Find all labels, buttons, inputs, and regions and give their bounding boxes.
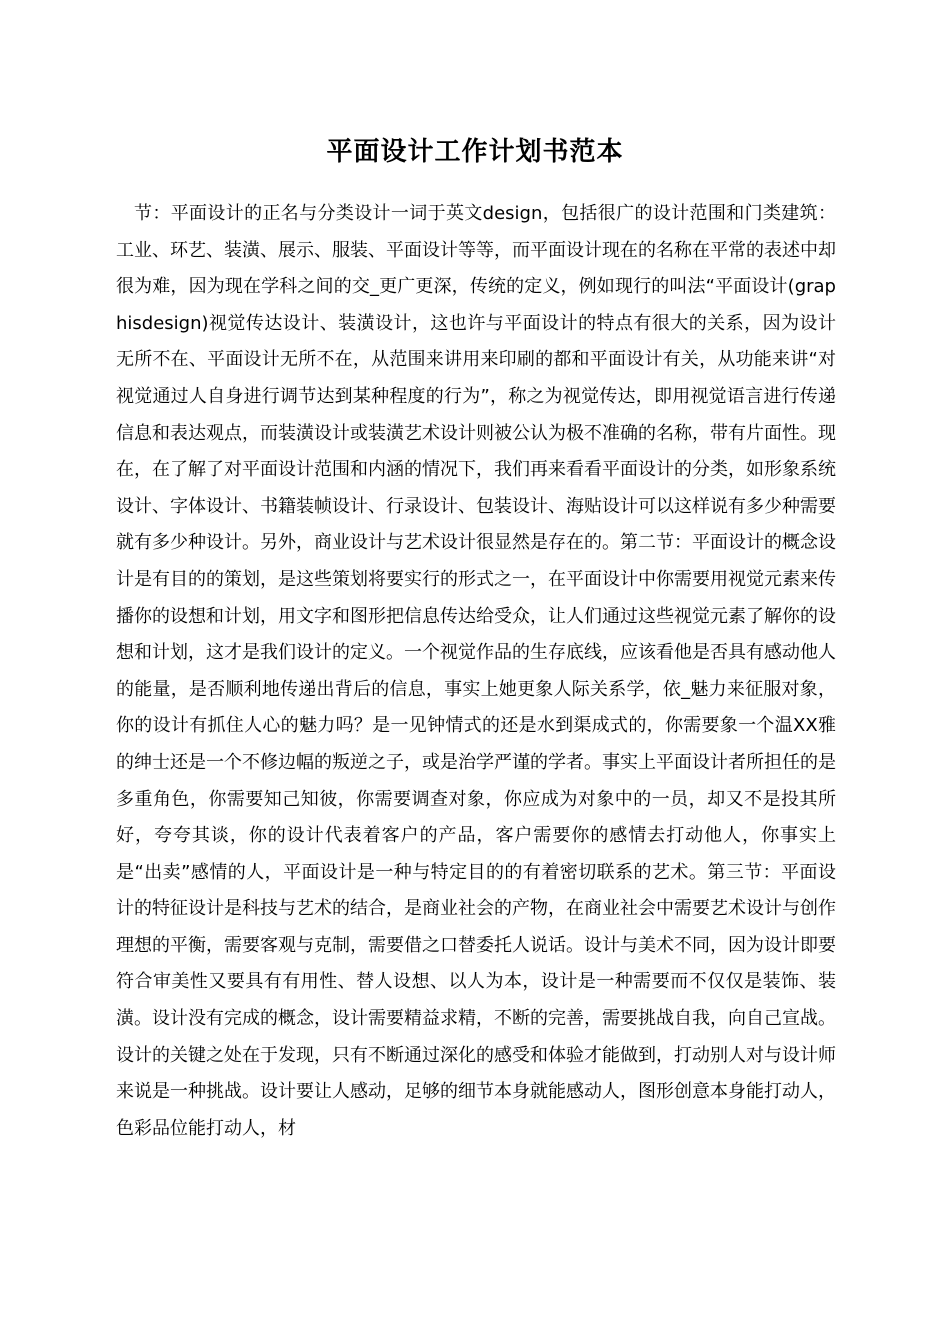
document-title: 平面设计工作计划书范本 (326, 137, 624, 167)
document-body-paragraph: 节：平面设计的正名与分类设计一词于英文design，包括很广的设计范围和门类建筑：工业、环艺、装潢、展示、服装、平面设计等等，而平面设计现在的名称在平常的表述中却很为难，因为现在学科之间的交_更广更深，传统的定义，例如现行的叫法“平面设计(graphisdesign)视觉传达设计、装潢设计，这也许与平面设计的特点有很大的关系，因为设计无所不在、平面设计无所不在，从范围来讲用来印刷的都和平面设计有关，从功能来讲“对视觉通过人自身进行调节达到某种程度的行为”，称之为视觉传达，即用视觉语言进行传递信息和表达观点，而装潢设计或装潢艺术设计则被公认为极不准确的名称，带有片面性。现在，在了解了对平面设计范围和内涵的情况下，我们再来看看平面设计的分类，如形象系统设计、字体设计、书籍装帧设计、行录设计、包装设计、海贴设计可以这样说有多少种需要就有多少种设计。另外，商业设计与艺术设计很显然是存在的。第二节：平面设计的概念设计是有目的的策划，是这些策划将要实行的形式之一，在平面设计中你需要用视觉元素来传播你的设想和计划，用文字和图形把信息传达给受众，让人们通过这些视觉元素了解你的设想和计划，这才是我们设计的定义。一个视觉作品的生存底线，应该看他是否具有感动他人的能量，是否顺利地传递出背后的信息，事实上她更象人际关系学，依_魅力来征服对象，你的设计有抓住人心的魅力吗？是一见钟情式的还是水到渠成式的，你需要象一个温XX雅的绅士还是一个不修边幅的叛逆之子，或是治学严谨的学者。事实上平面设计者所担任的是多重角色，你需要知己知彼，你需要调查对象，你应成为对象中的一员，却又不是投其所好，夸夸其谈，你的设计代表着客户的产品，客户需要你的感情去打动他人，你事实上是“出卖”感情的人，平面设计是一种与特定目的的有着密切联系的艺术。第三节：平面设计的特征设计是科技与艺术的结合，是商业社会的产物，在商业社会中需要艺术设计与创作理想的平衡，需要客观与克制，需要借之口替委托人说话。设计与美术不同，因为设计即要符合审美性又要具有有用性、替人设想、以人为本，设计是一种需要而不仅仅是装饰、装潢。设计没有完成的概念，设计需要精益求精，不断的完善，需要挑战自我，向自己宣战。设计的关键之处在于发现，只有不断通过深化的感受和体验才能做到，打动别人对与设计师来说是一种挑战。设计要让人感动，足够的细节本身就能感动人，图形创意本身能打动人，色彩品位能打动人，材 (116, 203, 836, 1139)
